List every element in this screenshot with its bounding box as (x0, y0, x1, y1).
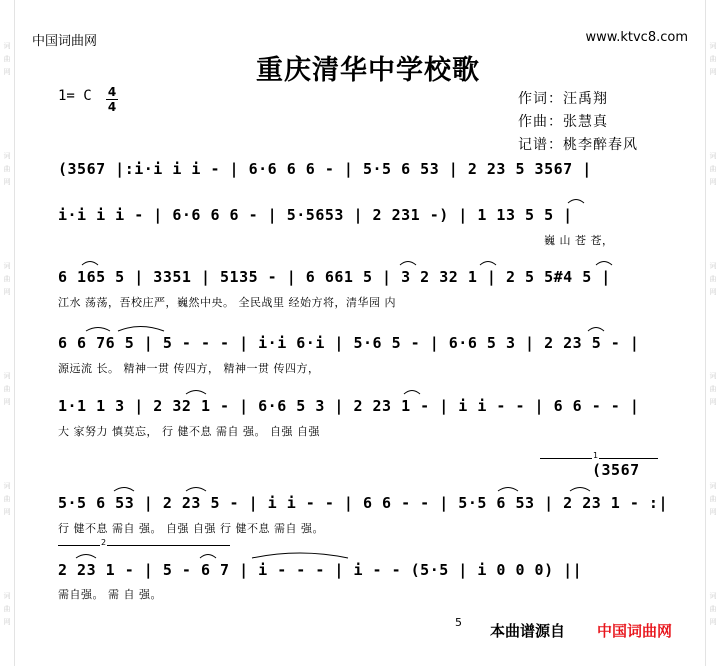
slur-mark (200, 555, 216, 559)
page-title: 重庆清华中学校歌 (256, 55, 480, 86)
score-line-notes: (3567 |:i·i i i - | 6·6 6 6 - | 5·5 6 53 | 2 23 5 3567 | (58, 160, 592, 178)
time-signature-bottom: 4 (107, 100, 117, 114)
slur-mark (404, 391, 420, 395)
side-watermark: 词曲网 (709, 482, 717, 516)
score-line-notes: 6 165 5 | 3351 | 5135 - | 6 661 5 | 3 2 32 1 | 2 5 5#4 5 | (58, 268, 611, 286)
time-signature-top: 4 (107, 85, 117, 99)
slur-mark (186, 488, 206, 492)
side-watermark: 词曲网 (3, 482, 11, 516)
footer-source-label: 本曲谱源自 (490, 622, 566, 640)
side-watermark: 词曲网 (3, 262, 11, 296)
score-line-lyrics: 巍 山 苍 苍， (544, 234, 614, 247)
second-ending-number: 2 (101, 538, 107, 547)
score-line-lyrics: 需自强。 需 自 强。 (58, 588, 162, 601)
score-line-lyrics: 行 健不息 需自 强。 自强 自强 行 健不息 需自 强。 (58, 522, 324, 535)
slur-mark (76, 555, 96, 559)
footer-brand: 中国词曲网 (597, 622, 673, 640)
key-signature: 1= C (58, 88, 92, 104)
page-number: 5 (455, 616, 462, 629)
side-watermark: 词曲网 (709, 592, 717, 626)
first-ending-number: 1 (593, 451, 599, 460)
score-line-lyrics: 源远流 长。 精神一贯 传四方， 精神一贯 传四方， (58, 362, 320, 375)
slur-mark (498, 488, 518, 492)
score-line-notes: (3567 (592, 461, 640, 479)
score-line-notes: 1·1 1 3 | 2 32 1 - | 6·6 5 3 | 2 23 1 - | i i - - | 6 6 - - | (58, 397, 640, 415)
transcriber-credit: 记谱：桃李醉春风 (518, 137, 638, 153)
side-watermark: 词曲网 (709, 42, 717, 76)
lyricist-credit: 作词：汪禹翔 (518, 91, 608, 107)
side-watermark: 词曲网 (709, 152, 717, 186)
slur-mark (114, 488, 134, 492)
slur-mark (400, 262, 416, 266)
slur-mark (568, 200, 584, 204)
side-watermark: 词曲网 (3, 372, 11, 406)
score-line-lyrics: 大 家努力 慎莫忘， 行 健不息 需自 强。 自强 自强 (58, 425, 320, 438)
score-line-notes: 2 23 1 - | 5 - 6 7 | i - - - | i - - (5·5 | i 0 0 0) || (58, 561, 583, 579)
slur-mark (588, 328, 604, 332)
side-watermark: 词曲网 (3, 592, 11, 626)
site-name: 中国词曲网 (32, 34, 98, 49)
score-line-notes: i·i i i - | 6·6 6 6 - | 5·5653 | 2 231 -) | 1 13 5 5 | (58, 206, 573, 224)
side-watermark: 词曲网 (709, 262, 717, 296)
slur-mark (252, 553, 348, 558)
side-watermark: 词曲网 (709, 372, 717, 406)
score-line-notes: 5·5 6 53 | 2 23 5 - | i i - - | 6 6 - - | 5·5 6 53 | 2 23 1 - :| (58, 494, 668, 512)
side-watermark: 词曲网 (3, 42, 11, 76)
slur-mark (186, 391, 206, 395)
score-line-notes: 6 6 76 5 | 5 - - - | i·i 6·i | 5·6 5 - | 6·6 5 3 | 2 23 5 - | (58, 334, 640, 352)
site-url: www.ktvc8.com (585, 30, 688, 45)
score-line-lyrics: 江水 荡荡，吾校庄严，巍然中央。 全民战里 经始方将，清华园 内 (58, 296, 396, 309)
slur-mark (570, 488, 590, 492)
slur-mark (82, 262, 98, 266)
side-watermark: 词曲网 (3, 152, 11, 186)
slur-mark (86, 328, 110, 332)
slur-mark (480, 262, 496, 266)
slur-mark (596, 262, 612, 266)
slur-mark (118, 327, 164, 332)
composer-credit: 作曲：张慧真 (518, 114, 608, 130)
